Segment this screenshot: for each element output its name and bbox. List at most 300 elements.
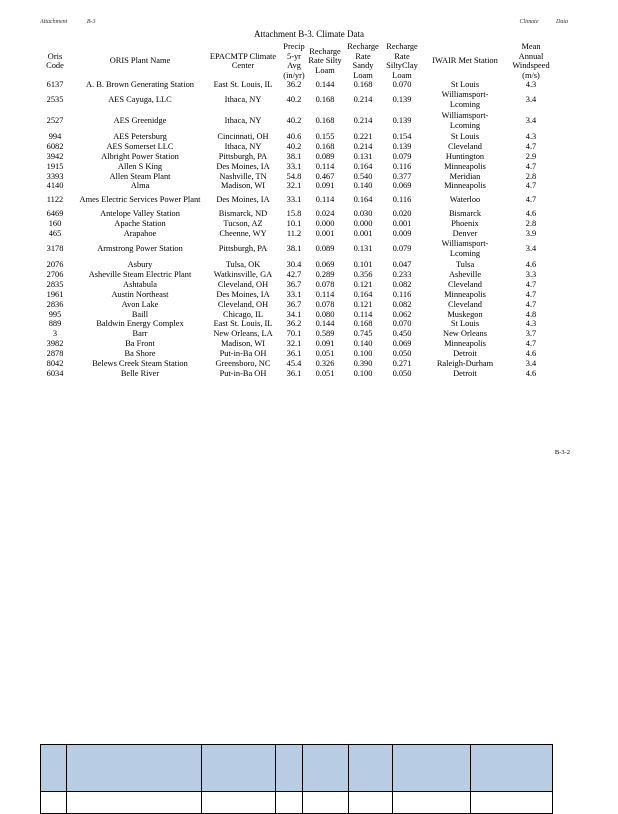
col-oris-code-cell: 2835 <box>46 279 64 289</box>
col-recharge-siltyclay-cell: 0.082 <box>392 299 412 309</box>
col-climate-center-cell: Ithaca, NY <box>224 116 262 126</box>
col-plant-name-cell: AES Cayuga, LLC <box>108 95 172 105</box>
header-line: Rate Silty <box>308 56 342 66</box>
col-met-station-cell <box>422 310 508 320</box>
col-windspeed-cell: 4.7 <box>525 289 537 299</box>
col-windspeed-cell: 4.7 <box>525 279 537 289</box>
col-oris-code-cell: 8042 <box>46 359 64 369</box>
table-row <box>34 152 554 162</box>
col-climate-center-cell: Tulsa, OK <box>225 259 261 269</box>
header-line: Annual <box>518 51 544 61</box>
col-met-station-cell <box>422 359 508 369</box>
met-station-line: Minneapolis <box>444 339 486 349</box>
col-climate-center-cell: Ithaca, NY <box>224 95 262 105</box>
col-plant-name-cell: Allen Steam Plant <box>109 171 171 181</box>
col-oris-code-cell: 6034 <box>46 368 64 378</box>
col-recharge-siltyclay-cell: 0.001 <box>392 219 412 229</box>
header-line: Loam <box>392 70 412 80</box>
col-recharge-silty-cell: 0.326 <box>315 359 335 369</box>
table-row <box>34 369 554 379</box>
col-recharge-siltyclay-cell: 0.069 <box>392 181 412 191</box>
header-line: 5-yr <box>287 51 301 61</box>
col-recharge-silty-cell: 0.589 <box>315 329 335 339</box>
col-recharge-silty-cell: 0.069 <box>315 259 335 269</box>
col-oris-code-cell: 3393 <box>46 171 64 181</box>
col-oris-code-cell: 6082 <box>46 141 64 151</box>
col-plant-name-cell: Antelope Valley Station <box>100 209 180 219</box>
col-precip-cell: 36.7 <box>286 299 302 309</box>
col-precip-cell: 45.4 <box>286 359 302 369</box>
col-precip-cell: 54.8 <box>286 171 302 181</box>
col-precip-cell: 15.8 <box>286 209 302 219</box>
body-cell <box>41 792 67 814</box>
col-recharge-siltyclay-cell: 0.116 <box>392 195 412 205</box>
col-oris-code-header <box>34 42 76 80</box>
body-cell <box>66 792 201 814</box>
header-line: Center <box>231 61 255 70</box>
col-plant-name-cell: Ba Shore <box>124 349 156 359</box>
table-row <box>34 205 554 219</box>
col-precip-cell: 30.4 <box>286 259 302 269</box>
col-met-station-cell <box>422 329 508 339</box>
table-body <box>34 80 554 379</box>
table-row <box>34 280 554 290</box>
met-station-line: Tulsa <box>455 259 475 269</box>
col-plant-name-cell: AES Petersburg <box>113 131 167 141</box>
col-recharge-sandy-cell: 0.390 <box>353 359 373 369</box>
col-precip-cell: 38.1 <box>286 151 302 161</box>
col-recharge-sandy-cell: 0.131 <box>353 151 373 161</box>
col-windspeed-cell: 4.7 <box>525 339 537 349</box>
col-climate-center-cell: Madison, WI <box>220 181 266 191</box>
col-met-station-cell <box>422 319 508 329</box>
col-climate-center-cell: East St. Louis, IL <box>213 80 273 89</box>
col-climate-center-cell: Put-in-Ba OH <box>219 368 267 378</box>
col-precip-header <box>282 42 306 80</box>
table-row <box>34 142 554 152</box>
body-cell <box>303 792 349 814</box>
col-plant-name-cell: AES Somerset LLC <box>106 141 174 151</box>
col-windspeed-cell: 3.3 <box>525 269 537 279</box>
col-plant-name-cell: Asbury <box>127 259 153 269</box>
col-windspeed-cell: 3.4 <box>525 95 537 105</box>
col-recharge-siltyclay-cell: 0.271 <box>392 359 412 369</box>
next-table-row <box>41 792 553 814</box>
met-station-line: Lcoming <box>449 249 481 259</box>
col-recharge-silty-cell: 0.467 <box>315 171 335 181</box>
col-recharge-silty-cell: 0.091 <box>315 339 335 349</box>
col-recharge-sandy-cell: 0.100 <box>353 349 373 359</box>
col-plant-name-cell: Allen S King <box>117 161 163 171</box>
col-recharge-siltyclay-cell: 0.377 <box>392 171 412 181</box>
met-station-line: Minneapolis <box>444 181 486 191</box>
col-oris-code-cell: 6137 <box>46 80 64 89</box>
col-oris-code-cell: 2527 <box>46 116 64 126</box>
col-recharge-silty-cell: 0.144 <box>315 319 335 329</box>
col-recharge-silty-cell: 0.155 <box>315 131 335 141</box>
col-recharge-siltyclay-header <box>382 42 422 80</box>
table-row <box>34 219 554 229</box>
col-plant-name-cell: Belle River <box>120 368 160 378</box>
col-windspeed-cell: 4.7 <box>525 195 537 205</box>
header-right <box>520 19 569 25</box>
col-recharge-sandy-cell: 0.140 <box>353 339 373 349</box>
col-recharge-sandy-cell: 0.214 <box>353 141 373 151</box>
met-station-line: Cleveland <box>448 299 482 309</box>
col-oris-code-cell: 1961 <box>46 289 64 299</box>
col-plant-name-cell: Armstrong Power Station <box>97 244 183 254</box>
col-precip-cell: 34.1 <box>286 309 302 319</box>
next-table-header <box>40 744 553 814</box>
col-recharge-silty-cell: 0.114 <box>315 161 335 171</box>
col-recharge-sandy-cell: 0.168 <box>353 80 373 89</box>
header-line: Loam <box>315 65 335 75</box>
header-cell <box>41 745 67 792</box>
col-recharge-silty-cell: 0.114 <box>315 289 335 299</box>
col-recharge-sandy-cell: 0.214 <box>353 116 373 126</box>
col-recharge-siltyclay-cell: 0.139 <box>392 141 412 151</box>
col-recharge-siltyclay-cell: 0.116 <box>392 289 412 299</box>
col-recharge-silty-cell: 0.114 <box>315 195 335 205</box>
col-climate-center-cell: Nashville, TN <box>219 171 267 181</box>
header-cell <box>471 745 553 792</box>
col-precip-cell: 11.2 <box>286 229 302 239</box>
col-precip-cell: 70.1 <box>286 329 302 339</box>
table-row <box>34 270 554 280</box>
col-windspeed-cell: 2.9 <box>525 151 537 161</box>
met-station-line: Minneapolis <box>444 289 486 299</box>
col-recharge-siltyclay-cell: 0.070 <box>392 80 412 89</box>
col-recharge-silty-cell: 0.091 <box>315 181 335 191</box>
col-plant-name-cell: Belews Creek Steam Station <box>92 359 188 369</box>
met-station-line: Detroit <box>453 349 477 359</box>
met-station-line: St Louis <box>450 131 480 141</box>
header-line: Oris <box>47 51 63 61</box>
col-recharge-sandy-cell: 0.131 <box>353 244 373 254</box>
col-precip-cell: 40.2 <box>286 116 302 126</box>
col-climate-center-cell: Pittsburgh, PA <box>218 244 268 254</box>
met-station-line: Lcoming <box>449 121 481 131</box>
col-met-station-cell <box>422 162 508 172</box>
col-recharge-silty-cell: 0.144 <box>315 80 335 89</box>
page-number: B-3-2 <box>554 449 570 456</box>
col-oris-code-cell: 2076 <box>46 259 64 269</box>
col-recharge-silty-cell: 0.078 <box>315 299 335 309</box>
col-windspeed-cell: 2.8 <box>525 219 537 229</box>
header-line: Rate <box>394 51 410 61</box>
header-line: IWAIR Met Station <box>432 56 498 66</box>
table-row <box>34 359 554 369</box>
header-line: Mean <box>521 42 541 51</box>
met-station-line: Detroit <box>453 368 477 378</box>
header-line: Avg <box>287 61 301 70</box>
col-precip-cell: 38.1 <box>286 244 302 254</box>
col-recharge-sandy-cell: 0.030 <box>353 209 373 219</box>
body-cell <box>349 792 393 814</box>
col-met-station-cell <box>422 191 508 205</box>
col-met-station-cell <box>422 172 508 182</box>
col-windspeed-cell: 4.6 <box>525 368 537 378</box>
met-station-line: St Louis <box>450 80 480 89</box>
col-recharge-siltyclay-cell: 0.450 <box>392 329 412 339</box>
col-met-station-cell <box>422 349 508 359</box>
col-met-station-cell <box>422 369 508 379</box>
col-precip-cell: 36.1 <box>286 349 302 359</box>
col-recharge-sandy-cell: 0.140 <box>353 181 373 191</box>
col-precip-cell: 32.1 <box>286 339 302 349</box>
met-station-line: New Orleans <box>443 329 487 339</box>
col-plant-name-cell: Apache Station <box>114 219 166 229</box>
header-line: Code <box>46 61 64 70</box>
table-row <box>34 349 554 359</box>
col-plant-name-cell: Baill <box>131 309 149 319</box>
met-station-line: Williamsport- <box>441 110 489 120</box>
col-recharge-siltyclay-cell: 0.116 <box>392 161 412 171</box>
met-station-line: Muskegon <box>447 309 483 319</box>
col-windspeed-header <box>508 42 554 80</box>
col-met-station-cell <box>422 90 508 111</box>
header-line: SiltyClay <box>386 61 418 70</box>
col-climate-center-cell: Des Moines, IA <box>216 289 270 299</box>
met-station-line: Meridian <box>449 171 481 181</box>
col-recharge-siltyclay-cell: 0.050 <box>392 349 412 359</box>
header-line: Sandy <box>352 61 374 70</box>
col-recharge-sandy-cell: 0.356 <box>353 269 373 279</box>
met-station-line: Cleveland <box>448 279 482 289</box>
col-met-station-cell <box>422 300 508 310</box>
table-row <box>34 80 554 90</box>
col-precip-cell: 10.1 <box>286 219 302 229</box>
col-recharge-sandy-cell: 0.164 <box>353 161 373 171</box>
col-climate-center-cell: Bismarck, ND <box>218 209 268 219</box>
col-oris-code-cell: 995 <box>48 309 62 319</box>
col-oris-code-cell: 3982 <box>46 339 64 349</box>
col-recharge-silty-cell: 0.168 <box>315 95 335 105</box>
table-row <box>34 132 554 142</box>
header-line: EPACMTP Climate <box>209 51 277 61</box>
col-plant-name-cell: Avon Lake <box>121 299 159 309</box>
col-plant-name-cell: Arapahoe <box>123 229 157 239</box>
col-met-station-cell <box>422 339 508 349</box>
body-cell <box>471 792 553 814</box>
col-plant-name-cell: A. B. Brown Generating Station <box>86 80 194 89</box>
col-precip-cell: 36.7 <box>286 279 302 289</box>
col-recharge-siltyclay-cell: 0.009 <box>392 229 412 239</box>
col-recharge-sandy-cell: 0.164 <box>353 289 373 299</box>
col-met-station-cell <box>422 205 508 219</box>
col-oris-code-cell: 6469 <box>46 209 64 219</box>
table-row <box>34 111 554 132</box>
col-plant-name-cell: AES Greenidge <box>113 116 167 126</box>
table-row <box>34 191 554 205</box>
col-climate-center-cell: Cincinnati, OH <box>217 131 269 141</box>
met-station-line: Lcoming <box>449 100 481 110</box>
col-climate-center-cell: Des Moines, IA <box>216 195 270 205</box>
col-precip-cell: 42.7 <box>286 269 302 279</box>
col-climate-center-cell: Greensboro, NC <box>215 359 271 369</box>
table-row <box>34 162 554 172</box>
header-cell <box>303 745 349 792</box>
col-recharge-silty-cell: 0.289 <box>315 269 335 279</box>
col-recharge-sandy-cell: 0.221 <box>353 131 373 141</box>
col-recharge-sandy-cell: 0.114 <box>353 309 373 319</box>
col-oris-code-cell: 3178 <box>46 244 64 254</box>
header-right-text2: Data <box>556 19 568 25</box>
header-cell <box>349 745 393 792</box>
col-recharge-sandy-header <box>344 42 382 80</box>
col-recharge-sandy-cell: 0.168 <box>353 319 373 329</box>
col-met-station-cell <box>422 260 508 270</box>
table-row <box>34 172 554 182</box>
met-station-line: Raleigh-Durham <box>436 359 494 369</box>
col-recharge-silty-cell: 0.168 <box>315 141 335 151</box>
col-precip-cell: 33.1 <box>286 195 302 205</box>
col-plant-name-cell: Ba Front <box>125 339 155 349</box>
col-recharge-sandy-cell: 0.001 <box>353 229 373 239</box>
col-recharge-silty-cell: 0.078 <box>315 279 335 289</box>
met-station-line: Bismarck <box>448 209 482 219</box>
col-oris-code-cell: 3 <box>52 329 58 339</box>
header-left <box>40 19 96 25</box>
col-climate-center-cell: Des Moines, IA <box>216 161 270 171</box>
col-climate-center-cell: East St. Louis, IL <box>213 319 273 329</box>
col-recharge-siltyclay-cell: 0.233 <box>392 269 412 279</box>
col-climate-center-header <box>204 42 282 80</box>
body-cell <box>201 792 275 814</box>
col-recharge-siltyclay-cell: 0.047 <box>392 259 412 269</box>
col-recharge-sandy-cell: 0.101 <box>353 259 373 269</box>
table-row <box>34 229 554 239</box>
col-windspeed-cell: 3.4 <box>525 359 537 369</box>
col-recharge-silty-cell: 0.089 <box>315 244 335 254</box>
col-windspeed-cell: 4.7 <box>525 161 537 171</box>
col-plant-name-cell: Baldwin Energy Complex <box>96 319 184 329</box>
col-climate-center-cell: Pittsburgh, PA <box>218 151 268 161</box>
col-plant-name-cell: Ashtabula <box>123 279 157 289</box>
col-windspeed-cell: 4.3 <box>525 80 537 89</box>
table-row <box>34 181 554 191</box>
col-met-station-cell <box>422 111 508 132</box>
col-met-station-cell <box>422 280 508 290</box>
col-oris-code-cell: 994 <box>48 131 62 141</box>
col-windspeed-cell: 4.6 <box>525 259 537 269</box>
header-cell <box>393 745 471 792</box>
col-windspeed-cell: 2.8 <box>525 171 537 181</box>
table-row <box>34 319 554 329</box>
met-station-line: Denver <box>452 229 478 239</box>
col-met-station-cell <box>422 229 508 239</box>
col-windspeed-cell: 4.7 <box>525 299 537 309</box>
met-station-line: Minneapolis <box>444 161 486 171</box>
col-recharge-silty-cell: 0.001 <box>315 229 335 239</box>
col-oris-code-cell: 1915 <box>46 161 64 171</box>
col-precip-cell: 40.2 <box>286 141 302 151</box>
col-met-station-header <box>422 42 508 80</box>
col-met-station-cell <box>422 132 508 142</box>
col-plant-name-cell: Barr <box>132 329 148 339</box>
met-station-line: St Louis <box>450 319 480 329</box>
header-line: Recharge <box>347 42 379 51</box>
header-left-num: B-3 <box>86 19 96 25</box>
col-oris-code-cell: 2535 <box>46 95 64 105</box>
col-precip-cell: 40.6 <box>286 131 302 141</box>
col-recharge-siltyclay-cell: 0.082 <box>392 279 412 289</box>
col-climate-center-cell: New Orleans, LA <box>213 329 273 339</box>
col-oris-code-cell: 465 <box>48 229 62 239</box>
col-oris-code-cell: 1122 <box>46 195 64 205</box>
col-recharge-sandy-cell: 0.214 <box>353 95 373 105</box>
col-recharge-sandy-cell: 0.100 <box>353 368 373 378</box>
col-precip-cell: 33.1 <box>286 289 302 299</box>
col-recharge-silty-cell: 0.089 <box>315 151 335 161</box>
col-climate-center-cell: Tucson, AZ <box>223 219 263 229</box>
col-oris-code-cell: 3942 <box>46 151 64 161</box>
table-row <box>34 260 554 270</box>
col-oris-code-cell: 2878 <box>46 349 64 359</box>
col-climate-center-cell: Cleveland, OH <box>217 279 269 289</box>
body-cell <box>393 792 471 814</box>
col-oris-code-cell: 4140 <box>46 181 64 191</box>
table-row <box>34 90 554 111</box>
col-climate-center-cell: Madison, WI <box>220 339 266 349</box>
col-windspeed-cell: 4.8 <box>525 309 537 319</box>
col-met-station-cell <box>422 142 508 152</box>
col-recharge-silty-cell: 0.168 <box>315 116 335 126</box>
header-left-text: Attachment <box>40 19 68 25</box>
table-row <box>34 329 554 339</box>
col-recharge-silty-cell: 0.051 <box>315 368 335 378</box>
col-recharge-silty-cell: 0.080 <box>315 309 335 319</box>
header-line: (m/s) <box>522 70 540 80</box>
met-station-line: Waterloo <box>449 195 481 205</box>
table-row <box>34 239 554 260</box>
col-windspeed-cell: 4.6 <box>525 209 537 219</box>
col-plant-name-header <box>76 42 204 80</box>
header-line: (in/yr) <box>283 70 305 80</box>
col-recharge-silty-cell: 0.000 <box>315 219 335 229</box>
col-plant-name-cell: Asheville Steam Electric Plant <box>88 269 192 279</box>
col-met-station-cell <box>422 181 508 191</box>
header-line: Recharge <box>309 46 341 56</box>
col-windspeed-cell: 4.7 <box>525 141 537 151</box>
col-climate-center-cell: Cheenne, WY <box>219 229 267 239</box>
header-line: Precip <box>283 42 305 51</box>
col-plant-name-cell: Ames Electric Services Power Plant <box>79 195 201 205</box>
header-line: Rate <box>355 51 371 61</box>
col-plant-name-cell: Albright Power Station <box>101 151 179 161</box>
col-met-station-cell <box>422 152 508 162</box>
header-cell <box>275 745 303 792</box>
table-row <box>34 290 554 300</box>
col-climate-center-cell: Ithaca, NY <box>224 141 262 151</box>
col-oris-code-cell: 2836 <box>46 299 64 309</box>
col-recharge-silty-header <box>306 42 344 80</box>
table-row <box>34 310 554 320</box>
met-station-line: Asheville <box>448 269 482 279</box>
header-line: Loam <box>353 70 373 80</box>
col-precip-cell: 40.2 <box>286 95 302 105</box>
met-station-line: Cleveland <box>448 141 482 151</box>
col-recharge-silty-cell: 0.024 <box>315 209 335 219</box>
col-windspeed-cell: 4.3 <box>525 319 537 329</box>
header-cell <box>201 745 275 792</box>
header-line: Windspeed <box>512 61 550 70</box>
col-recharge-sandy-cell: 0.121 <box>353 299 373 309</box>
col-oris-code-cell: 160 <box>48 219 62 229</box>
col-climate-center-cell: Watkinsville, GA <box>213 269 273 279</box>
col-plant-name-cell: Alma <box>130 181 150 191</box>
col-recharge-siltyclay-cell: 0.139 <box>392 95 412 105</box>
